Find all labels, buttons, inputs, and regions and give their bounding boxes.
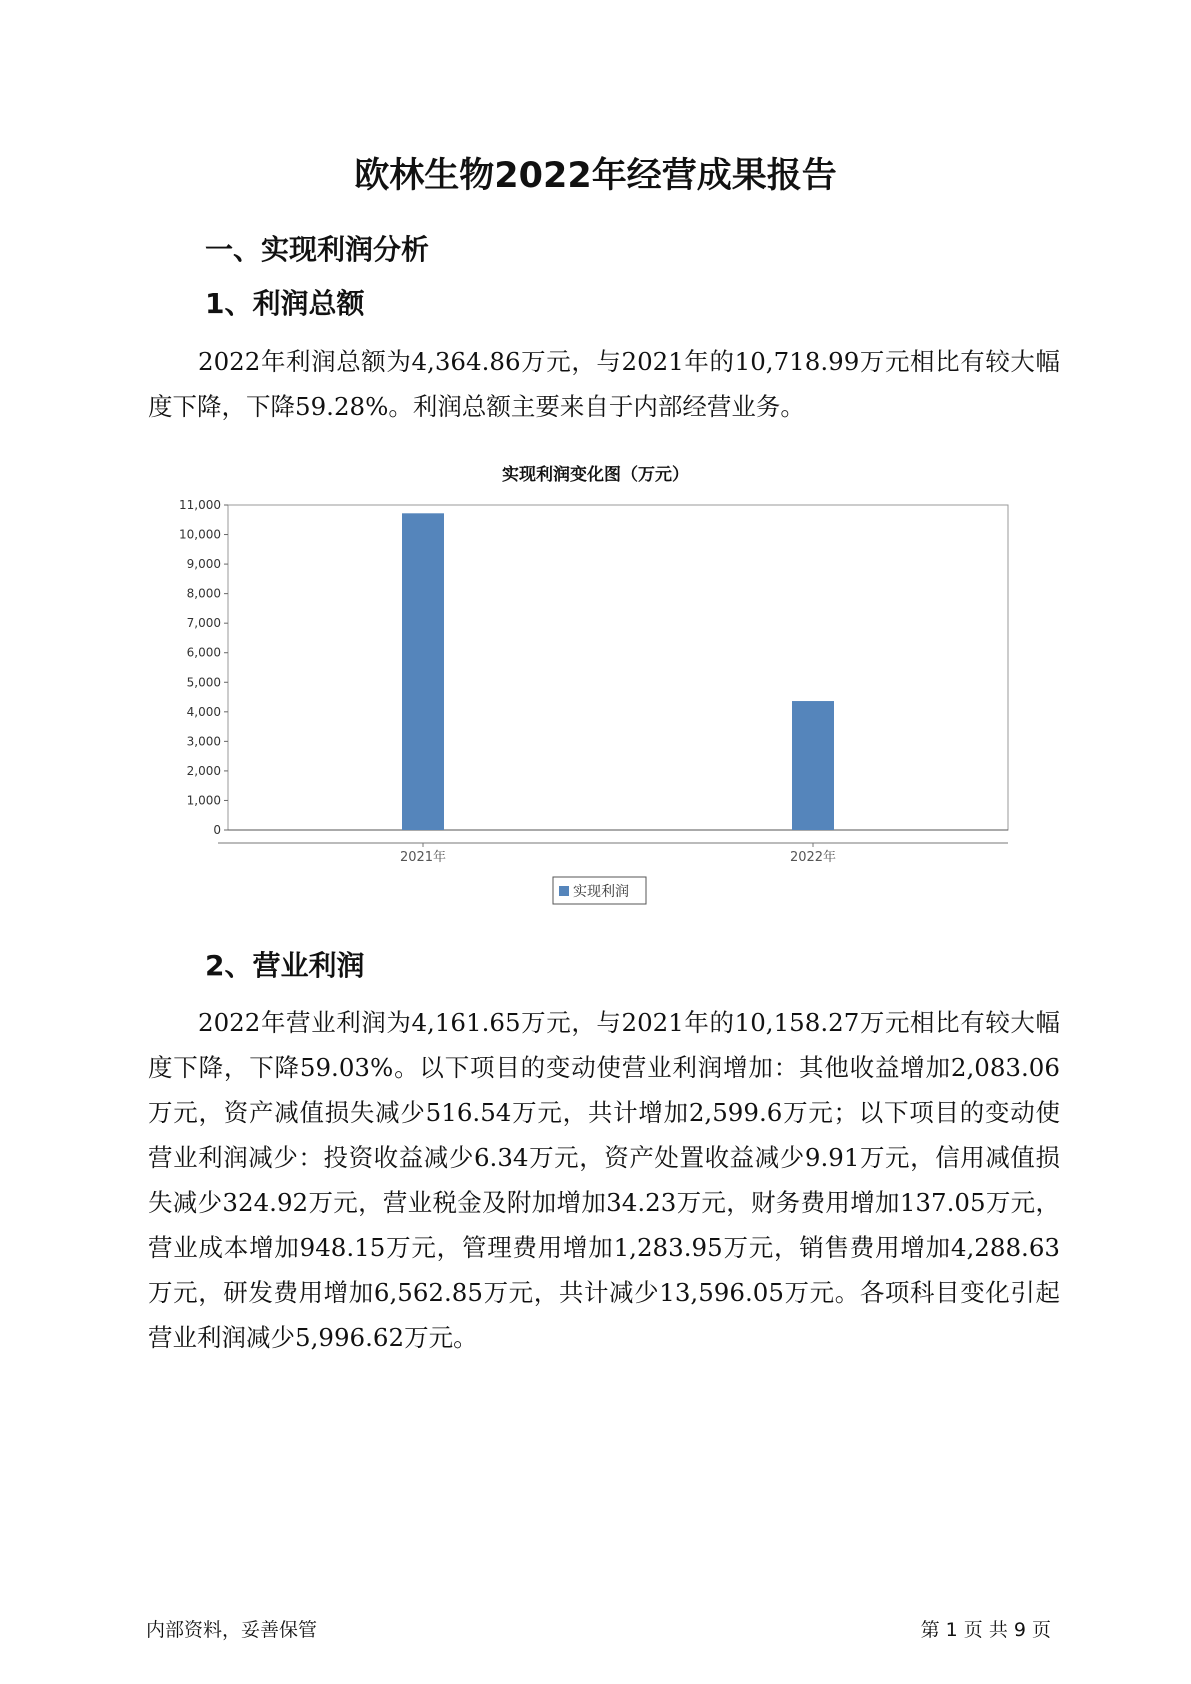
subsection-heading-operating-profit: 2、营业利润 [205, 949, 365, 982]
y-tick-label: 6,000 [186, 645, 221, 660]
y-tick-label: 3,000 [186, 734, 221, 749]
x-axis-tick-labels [400, 849, 836, 865]
plot-area [228, 505, 1008, 830]
paragraph-operating-profit: 2022年营业利润为4,161.65万元，与2021年的10,158.27万元相比有较大幅度下降，下降59.03%。以下项目的变动使营业利润增加：其他收益增加2,083.06万元，资产减值损失减少516.54万元，共计增加2,599.6万元；以下项目的变动使营业利润减少：投资收益减少6.34万元，资产处置收益减少9.91万元，信用减值损失减少324.92万元，营业税金及附加增加34.23万元，财务费用增加137.05万元，营业成本增加948.15万元，管理费用增加1,283.95万元，销售费用增加4,288.63万元，研发费用增加6,562.85万元，共计减少13,596.05万元。各项科目变化引起营业利润减少5,996.62万元。 [148, 1008, 1060, 1352]
x-tick-label: 2022年 [789, 850, 837, 865]
y-tick-label: 9,000 [186, 557, 221, 572]
bar-2022年 [792, 701, 834, 830]
y-tick-label: 2,000 [186, 763, 221, 778]
y-tick-label: 11,000 [179, 498, 221, 512]
subsection-heading-total-profit: 1、利润总额 [205, 287, 365, 320]
y-tick-label: 7,000 [186, 616, 221, 631]
chart-legend [553, 877, 646, 904]
bar-2021年 [402, 513, 444, 830]
y-tick-label: 4,000 [186, 704, 221, 719]
y-tick-label: 8,000 [186, 586, 221, 601]
y-tick-label: 10,000 [179, 527, 221, 542]
chart-axes [218, 505, 1008, 847]
y-tick-label: 1,000 [186, 793, 221, 808]
legend-swatch [559, 886, 569, 896]
y-tick-label: 5,000 [186, 675, 221, 690]
chart-title: 实现利润变化图（万元） [502, 465, 689, 485]
y-axis-tick-labels [179, 498, 221, 837]
legend-label: 实现利润 [573, 884, 629, 900]
footer-page-number: 第 1 页 共 9 页 [920, 1619, 1051, 1641]
paragraph-total-profit: 2022年利润总额为4,364.86万元，与2021年的10,718.99万元相比有较大幅度下降，下降59.28%。利润总额主要来自于内部经营业务。 [148, 347, 1060, 421]
footer-confidential-note: 内部资料，妥善保管 [146, 1619, 318, 1641]
section-heading-profit-analysis: 一、实现利润分析 [205, 233, 430, 266]
y-tick-label: 0 [213, 823, 221, 837]
x-tick-label: 2021年 [399, 850, 447, 865]
report-title: 欧林生物2022年经营成果报告 [354, 156, 837, 196]
